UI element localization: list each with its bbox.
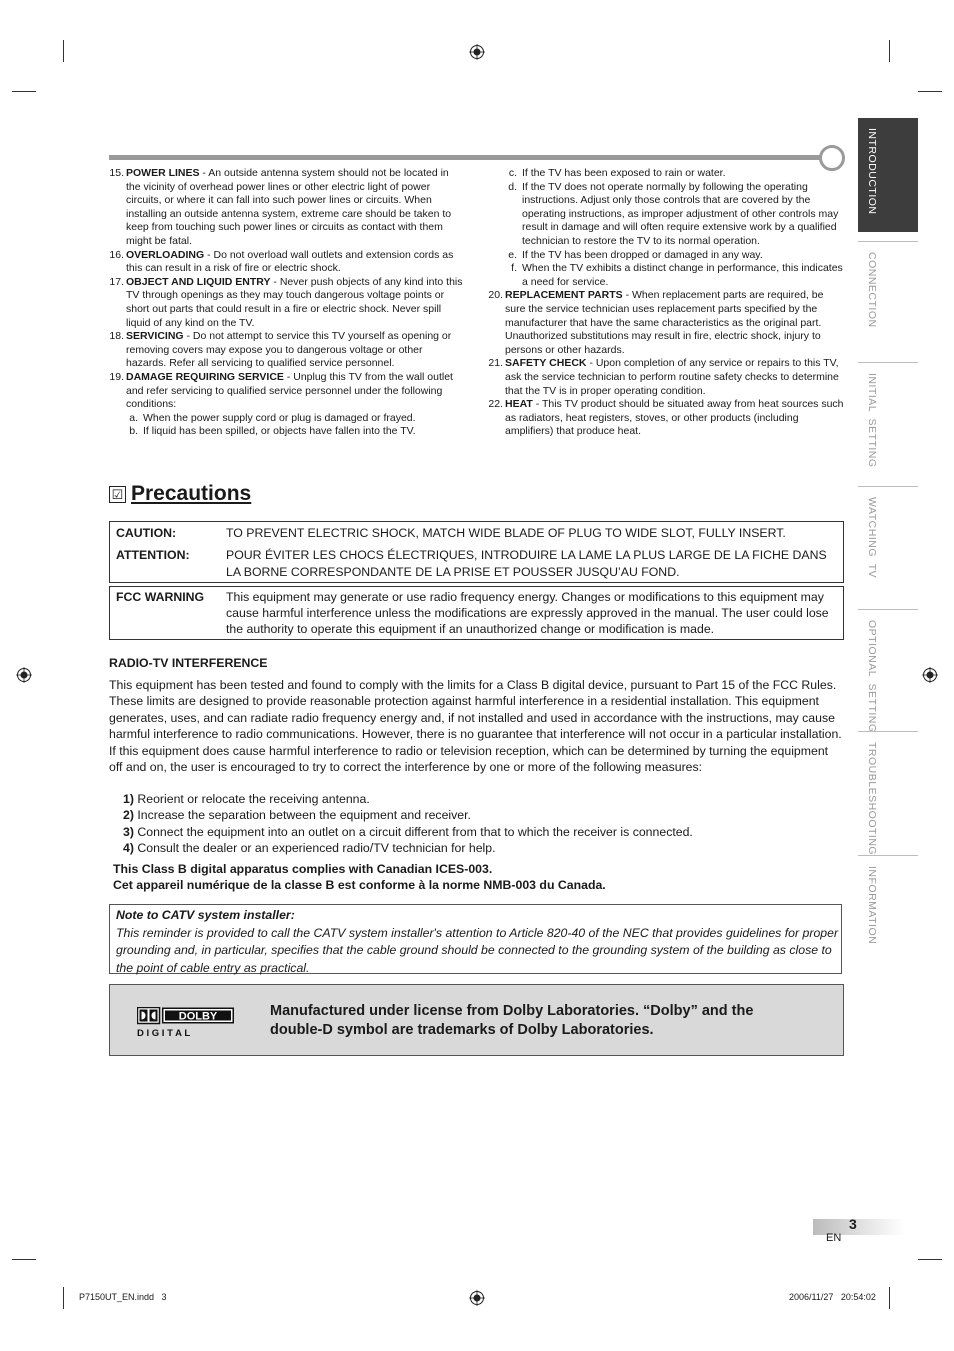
radio-paragraph: This equipment has been tested and found to comply with the limits for a Class B digital device, pursuant to Part 15 of the FCC Rules. These limits are designed to provide reasonable protection against harmful interference in a residential installation. This equipment generates, uses, and can radiate radio frequency energy and, if not installed and used in accordance with the instructions, may cause harmful interference to radio communications. However, there is no guarantee that interference will not occur in a particular installation. If this equipment does cause harmful interference to radio or television reception, which can be determined by turning the equipment off and on, the user is encouraged to try to correct the interference by one or more of the following measures: [109, 678, 842, 775]
crop-mark [12, 91, 36, 92]
sub-item [505, 181, 846, 249]
crop-mark [918, 1259, 942, 1260]
item-number: 15. [109, 167, 124, 179]
language-code: EN [826, 1232, 842, 1244]
footer-timestamp: 2006/11/27 20:54:02 [789, 1292, 876, 1302]
item-text: - Do not attempt to service this TV yourself as opening or removing covers may expose you to dangerous voltage or other hazards. Refer all servicing to qualified service personnel. [126, 330, 452, 370]
measure-text: Increase the separation between the equipment and receiver. [133, 808, 471, 823]
item-text: - An outside antenna system should not be located in the vicinity of overhead power lines or other electric light of power circuits, or where it can fall into such power lines or circuits. When installing an outside antenna system, extreme care should be taken to keep from touching such power lines or circuits as contact with them might be fatal. [126, 167, 452, 247]
tab-information[interactable] [858, 855, 918, 970]
tab-label: INFORMATION [866, 866, 878, 945]
measures-list [123, 791, 843, 857]
dolby-box [109, 984, 844, 1056]
tab-label: TROUBLESHOOTING [866, 742, 878, 856]
tab-initial-setting[interactable] [858, 362, 918, 478]
measure-item [123, 824, 843, 840]
sub-text: If the TV has been dropped or damaged in any way. [522, 248, 763, 261]
tab-watching-tv[interactable] [858, 486, 918, 602]
section-title-text: Precautions [131, 482, 252, 505]
sub-items-continued [488, 167, 846, 289]
tab-label: INITIAL SETTING [866, 373, 878, 468]
safety-column-right [488, 167, 846, 439]
dolby-digital-logo-icon [137, 1007, 237, 1039]
canada-compliance-en: This Class B digital apparatus complies with Canadian ICES-003. [113, 862, 493, 876]
item-number: 16. [109, 248, 124, 261]
catv-note-text: This reminder is provided to call the CATV system installer's attention to Article 820-40 of the NEC that provides guidelines for proper grounding and, in particular, specifies that the cable ground should be connected to the grounding system of the building as close to the point of cable entry as practical. [116, 925, 839, 975]
sub-text: When the TV exhibits a distinct change in performance, this indicates a need for service. [522, 262, 843, 288]
item-number: 20. [488, 289, 503, 302]
canada-compliance [113, 861, 848, 894]
item-number: 21. [488, 357, 503, 370]
fcc-warning-box [109, 586, 844, 640]
sub-letter: a. [129, 411, 138, 424]
caution-text: TO PREVENT ELECTRIC SHOCK, MATCH WIDE BLADE OF PLUG TO WIDE SLOT, FULLY INSERT. [226, 526, 786, 540]
fcc-text: This equipment may generate or use radio frequency energy. Changes or modifications to this equipment may cause harmful interference unless the modifications are expressly approved in the manual. The user could lose the authority to operate this equipment if an unauthorized change or modification is made. [226, 590, 829, 637]
measure-number: 1) [123, 792, 134, 806]
tab-troubleshooting[interactable] [858, 731, 918, 856]
tab-label: WATCHING TV [866, 497, 878, 579]
fcc-label: FCC WARNING [116, 590, 205, 604]
item-text: - Never push objects of any kind into this TV through openings as they may touch dangerous voltage points or short out parts that could result in a fire or electric shock. Never spill liquid of any kind on the TV. [126, 275, 463, 329]
sub-letter: b. [129, 425, 138, 438]
crop-mark [889, 1287, 890, 1309]
dolby-logo-sub: D I G I T A L [137, 1028, 191, 1039]
header-rule [109, 155, 821, 160]
crop-mark [63, 40, 64, 62]
caution-box [109, 521, 844, 583]
safety-item [488, 357, 846, 398]
measure-text: Connect the equipment into an outlet on a circuit different from that to which the receiver is connected. [133, 824, 693, 839]
item-text: - When replacement parts are required, be sure the service technician uses replacement parts specified by the manufacturer that have the same characteristics as the original part. Unauthorized substitutions may result in fire, electric shock, injury to persons or other hazards. [505, 289, 824, 356]
footer-filename: P7150UT_EN.indd 3 [79, 1292, 167, 1302]
item-number: 18. [109, 330, 124, 343]
dolby-logo-word: DOLBY [178, 1010, 218, 1023]
measure-item [123, 840, 843, 856]
sub-letter: d. [508, 180, 517, 193]
measure-number: 3) [123, 824, 134, 839]
measure-text: Reorient or relocate the receiving antenna. [133, 792, 370, 806]
safety-item [109, 276, 464, 330]
item-heading: SAFETY CHECK [505, 357, 587, 370]
tab-optional-setting[interactable] [858, 609, 918, 733]
tab-introduction[interactable] [858, 118, 918, 232]
fcc-row [110, 589, 843, 638]
item-heading: OVERLOADING [126, 248, 205, 261]
safety-item [109, 371, 464, 439]
item-heading: OBJECT AND LIQUID ENTRY [126, 275, 271, 288]
item-number: 22. [488, 398, 503, 411]
crop-mark [63, 1287, 64, 1309]
sub-letter: c. [508, 167, 517, 179]
sub-letter: f. [511, 262, 517, 275]
caution-label: CAUTION: [116, 526, 177, 540]
catv-note-box [109, 904, 842, 974]
sub-item [505, 262, 846, 289]
item-number: 17. [109, 275, 124, 288]
radio-heading: RADIO-TV INTERFERENCE [109, 656, 268, 670]
safety-item [109, 167, 464, 249]
tab-label: CONNECTION [866, 252, 878, 328]
registration-mark-icon [16, 667, 32, 683]
sub-text: When the power supply cord or plug is damaged or frayed. [143, 411, 416, 424]
crop-mark [12, 1259, 36, 1260]
safety-item [488, 398, 846, 439]
measure-text: Consult the dealer or an experienced radio/TV technician for help. [133, 841, 496, 856]
tab-label: INTRODUCTION [866, 128, 878, 215]
safety-item [109, 249, 464, 276]
sub-item [505, 249, 846, 263]
registration-mark-icon [922, 667, 938, 683]
attention-row [110, 547, 843, 581]
canada-compliance-fr: Cet appareil numérique de la classe B est conforme à la norme NMB-003 du Canada. [113, 878, 606, 893]
sub-text: If liquid has been spilled, or objects have fallen into the TV. [143, 425, 416, 438]
item-heading: DAMAGE REQUIRING SERVICE [126, 370, 284, 383]
crop-mark [918, 91, 942, 92]
sub-item [126, 425, 464, 439]
tab-connection[interactable] [858, 241, 918, 355]
item-text: - Do not overload wall outlets and extension cords as this can result in a risk of fire or electric shock. [126, 248, 454, 275]
attention-label: ATTENTION: [116, 548, 190, 562]
catv-note-title: Note to CATV system installer: [116, 908, 295, 922]
item-heading: SERVICING [126, 330, 184, 343]
sub-text: If the TV does not operate normally by following the operating instructions. Adjust only those controls that are covered by the operating instructions, as improper adjustment of other controls may result in damage and will often require extensive work by a qualified technician to restore the TV to its normal operation. [522, 180, 839, 247]
sub-item [505, 167, 846, 181]
safety-item [488, 289, 846, 357]
measure-number: 2) [123, 808, 134, 823]
safety-item [109, 330, 464, 371]
item-heading: POWER LINES [126, 167, 200, 179]
item-text: - Upon completion of any service or repairs to this TV, ask the service technician to perform routine safety checks to determine that the TV is in proper operating condition. [505, 357, 839, 397]
item-heading: HEAT [505, 398, 533, 411]
caution-row [110, 525, 843, 542]
measure-item [123, 791, 843, 807]
checkbox-icon: ☑ [109, 486, 126, 503]
section-title [109, 482, 251, 506]
item-text: - Unplug this TV from the wall outlet and refer servicing to qualified service personnel under the following conditions: [126, 370, 453, 411]
dolby-trademark-text: Manufactured under license from Dolby Laboratories. “Dolby” and the double-D symbol are trademarks of Dolby Laboratories. [270, 1003, 754, 1038]
registration-mark-icon [469, 44, 485, 60]
tab-label: OPTIONAL SETTING [866, 620, 878, 733]
crop-mark [889, 40, 890, 62]
measure-number: 4) [123, 841, 134, 856]
page-number: 3 [849, 1216, 857, 1232]
item-heading: REPLACEMENT PARTS [505, 289, 623, 302]
sub-item [126, 412, 464, 426]
item-text: - This TV product should be situated away from heat sources such as radiators, heat registers, stoves, or other products (including amplifiers) that produce heat. [505, 398, 844, 438]
safety-column-left [109, 167, 464, 439]
sub-letter: e. [508, 248, 517, 261]
attention-text: POUR ÉVITER LES CHOCS ÉLECTRIQUES, INTRODUIRE LA LAME LA PLUS LARGE DE LA FICHE DANS LA BORNE CORRESPONDANTE DE LA PRISE ET POUSSER JUSQU’AU FOND. [226, 548, 827, 579]
sub-text: If the TV has been exposed to rain or water. [522, 167, 726, 179]
measure-item [123, 807, 843, 823]
item-number: 19. [109, 370, 124, 383]
registration-mark-icon [469, 1290, 485, 1306]
